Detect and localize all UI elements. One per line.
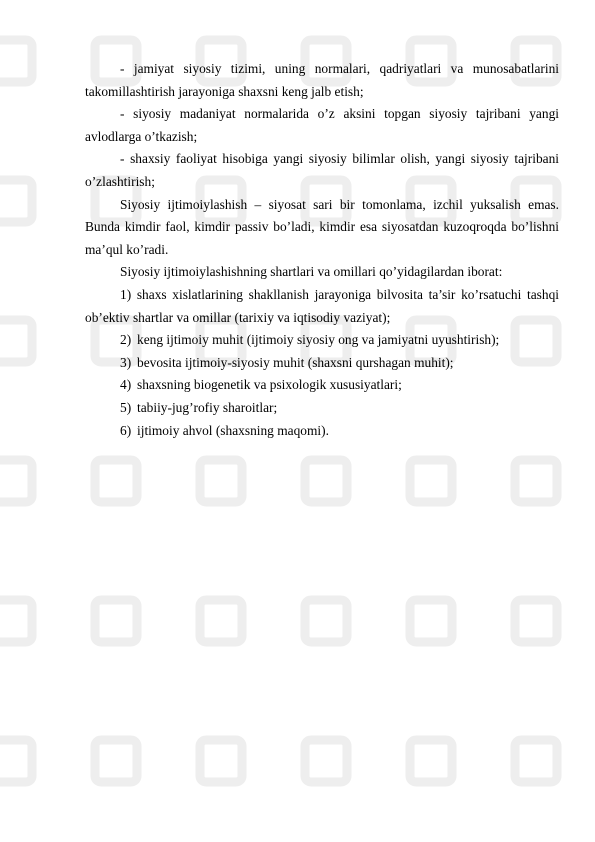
list-item [85, 374, 559, 397]
list-text: shaxsning biogenetik va psixologik xususiyatlari; [137, 377, 402, 393]
list-number: 5) [120, 399, 132, 415]
list-text: keng ijtimoiy muhit (ijtimoiy siyosiy ong va jamiyatni uyushtirish); [137, 332, 500, 348]
list-item [85, 397, 559, 420]
list-item [85, 352, 559, 375]
list-item [85, 420, 559, 443]
paragraph: Siyosiy ijtimoiylashishning shartlari va omillari qo’yidagilardan iborat: [120, 264, 503, 280]
list-text: bevosita ijtimoiy-siyosiy muhit (shaxsni qurshagan muhit); [137, 354, 454, 370]
body-text [85, 58, 559, 442]
paragraph: - shaxsiy faoliyat hisobiga yangi siyosiy bilimlar olish, yangi siyosiy tajribani o’zlashtirish; [85, 151, 559, 189]
list-text: ijtimoiy ahvol (shaxsning maqomi). [137, 422, 329, 438]
list-text: tabiiy-jug’rofiy sharoitlar; [137, 399, 278, 415]
list-number: 4) [120, 377, 132, 393]
list-number: 6) [120, 422, 132, 438]
paragraph: Siyosiy ijtimoiylashish – siyosat sari bir tomonlama, izchil yuksalish emas. Bunda kimdir faol, kimdir passiv bo’ladi, kimdir esa siyosatdan kuzoqroqda bo’lishni ma’qul ko’radi. [85, 196, 559, 257]
paragraph: - jamiyat siyosiy tizimi, uning normalari, qadriyatlari va munosabatlarini takomillashtirish jarayoniga shaxsni keng jalb etish; [85, 61, 559, 99]
list-item [85, 329, 559, 352]
list-number: 3) [120, 354, 132, 370]
list-number: 2) [120, 332, 132, 348]
paragraph: - siyosiy madaniyat normalarida o’z aksini topgan siyosiy tajribani yangi avlodlarga o’tkazish; [85, 106, 559, 144]
paragraph: 1) shaxs xislatlarining shakllanish jarayoniga bilvosita ta’sir ko’rsatuchi tashqi ob’ektiv shartlar va omillar (tarixiy va iqtisodiy vaziyat); [85, 286, 559, 325]
